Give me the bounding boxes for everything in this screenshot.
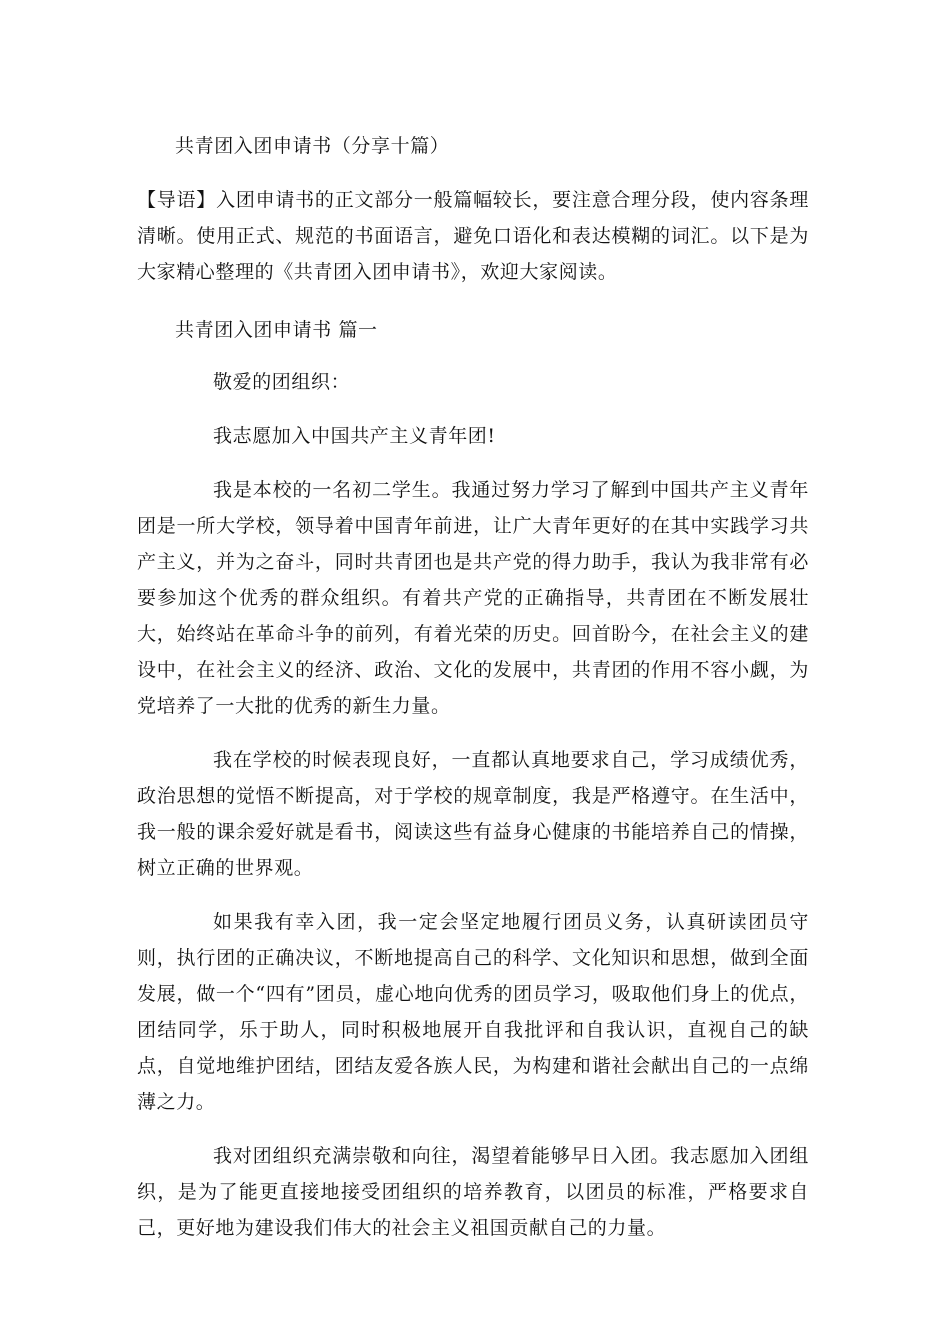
body-paragraph-1: 我是本校的一名初二学生。我通过努力学习了解到中国共产主义青年团是一所大学校，领导着中国青年前进，让广大青年更好的在其中实践学习共产主义，并为之奋斗，同时共青团也是共产党的得力助手，我认为我非常有必要参加这个优秀的群众组织。有着共产党的正确指导，共青团在不断发展壮大，始终站在革命斗争的前列，有着光荣的历史。回首盼今，在社会主义的建设中，在社会主义的经济、政治、文化的发展中，共青团的作用不容小觑，为党培养了一大批的优秀的新生力量。 — [137, 479, 809, 717]
salutation: 敬爱的团组织： — [213, 371, 351, 393]
declaration: 我志愿加入中国共产主义青年团! — [213, 425, 496, 447]
document-title: 共青团入团申请书（分享十篇） — [175, 135, 450, 157]
body-paragraph-4: 我对团组织充满崇敬和向往，渴望着能够早日入团。我志愿加入团组织，是为了能更直接地接受团组织的培养教育，以团员的标准，严格要求自己，更好地为建设我们伟大的社会主义祖国贡献自己的力量。 — [137, 1145, 809, 1239]
document-page — [137, 128, 809, 1246]
lead-paragraph: 【导语】入团申请书的正文部分一般篇幅较长，要注意合理分段，使内容条理清晰。使用正式、规范的书面语言，避免口语化和表达模糊的词汇。以下是为大家精心整理的《共青团入团申请书》，欢迎大家阅读。 — [137, 189, 809, 283]
section-title: 共青团入团申请书 篇一 — [175, 319, 378, 341]
body-paragraph-2: 我在学校的时候表现良好，一直都认真地要求自己，学习成绩优秀，政治思想的觉悟不断提高，对于学校的规章制度，我是严格遵守。在生活中，我一般的课余爱好就是看书，阅读这些有益身心健康的书能培养自己的情操，树立正确的世界观。 — [137, 749, 809, 879]
body-paragraph-3: 如果我有幸入团，我一定会坚定地履行团员义务，认真研读团员守则，执行团的正确决议，不断地提高自己的科学、文化知识和思想，做到全面发展，做一个“四有”团员，虚心地向优秀的团员学习，吸取他们身上的优点，团结同学，乐于助人，同时积极地展开自我批评和自我认识，直视自己的缺点，自觉地维护团结，团结友爱各族人民，为构建和谐社会献出自己的一点绵薄之力。 — [137, 911, 809, 1113]
